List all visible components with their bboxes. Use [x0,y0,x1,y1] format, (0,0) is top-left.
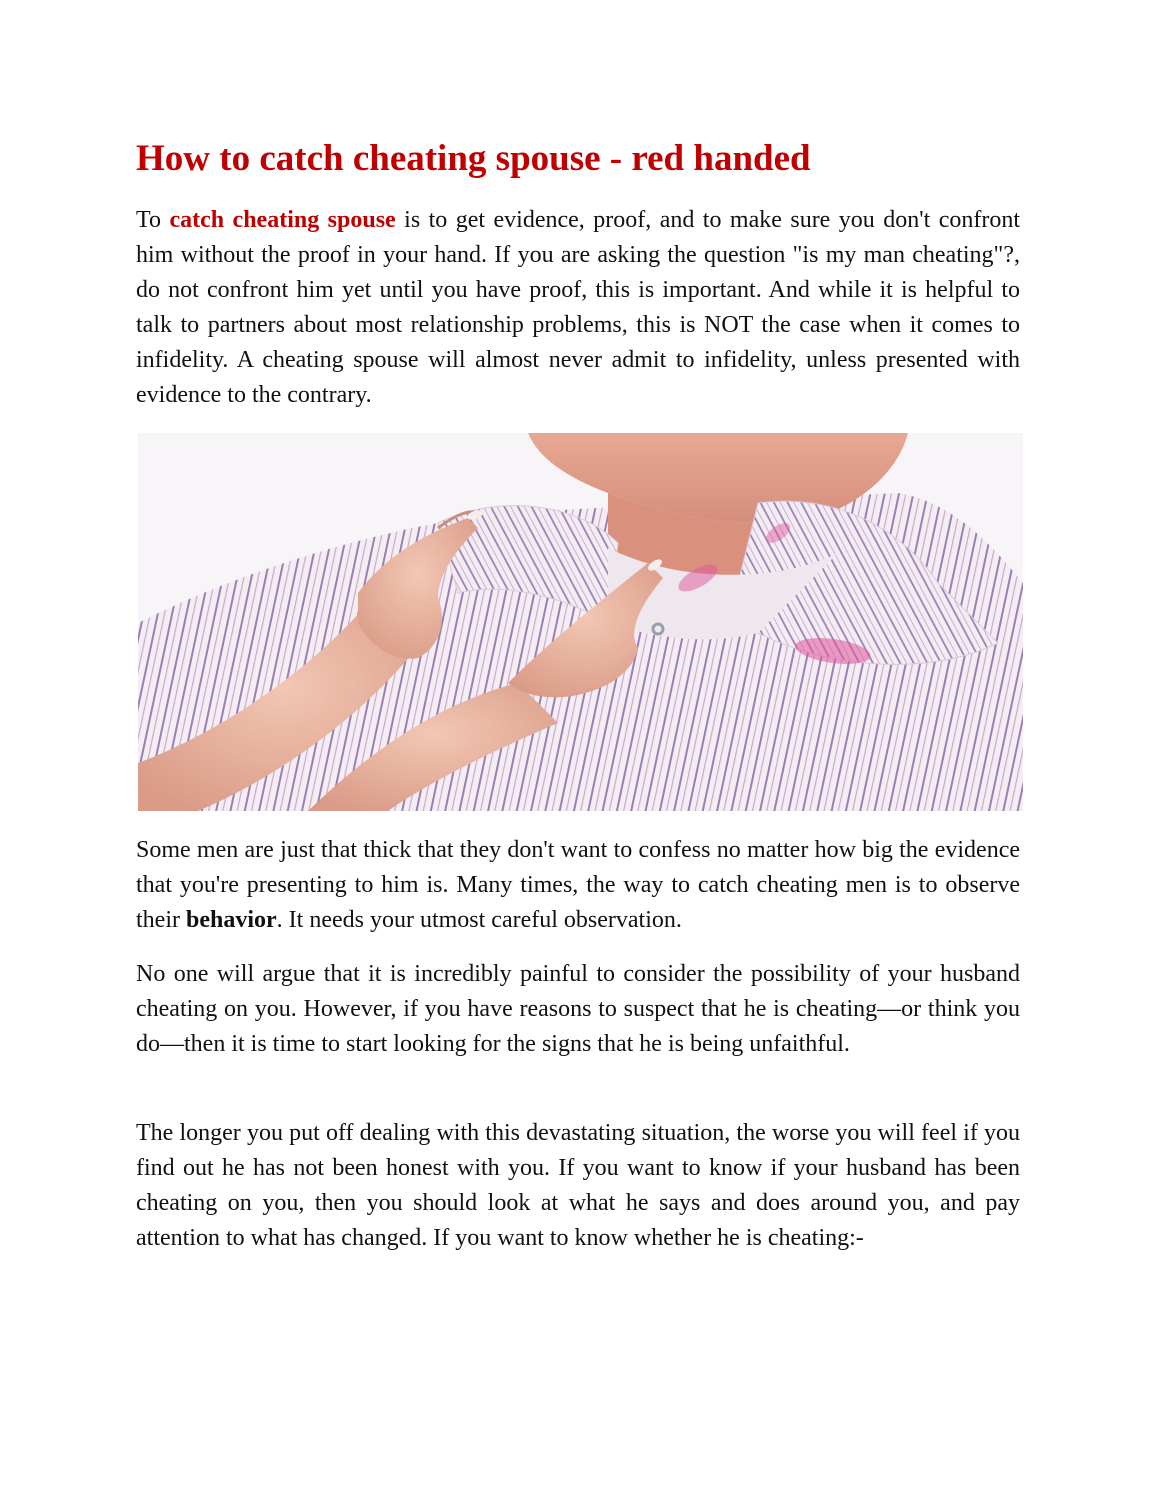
paragraph-painful: No one will argue that it is incredibly painful to consider the possibility of your husband cheating on you. However, if you have reasons to suspect that he is cheating—or think you do—then it is time to start looking for the signs that he is being unfaithful. [136,961,1020,1057]
behavior-after: . It needs your utmost careful observation. [276,907,682,933]
behavior-before: Some men are just that thick that they don't want to confess no matter how big the evidence that you're presenting to him is. Many times, the way to catch cheating men is to observe their [136,837,1020,933]
page-title: How to catch cheating spouse - red handed [136,138,811,179]
lipstick-collar-photo [138,433,1023,811]
paragraph-longer: The longer you put off dealing with this devastating situation, the worse you will feel if you find out he has not been honest with you. If you want to know if your husband has been cheating on you, then you should look at what he says and does around you, and pay attention to what has changed. If you want to know whether he is cheating:- [136,1120,1020,1251]
paragraph-intro [136,203,1020,413]
paragraph-behavior [136,833,1020,938]
catch-cheating-spouse-link[interactable]: catch cheating spouse [169,207,396,233]
intro-rest: is to get evidence, proof, and to make sure you don't confront him without the proof in your hand. If you are asking the question "is my man cheating"?, do not confront him yet until you have proof, this is important. And while it is helpful to talk to partners about most relationship problems, this is NOT the case when it comes to infidelity. A cheating spouse will almost never admit to infidelity, unless presented with evidence to the contrary. [136,207,1020,408]
behavior-bold: behavior [185,907,277,933]
intro-prefix: To [136,207,170,233]
